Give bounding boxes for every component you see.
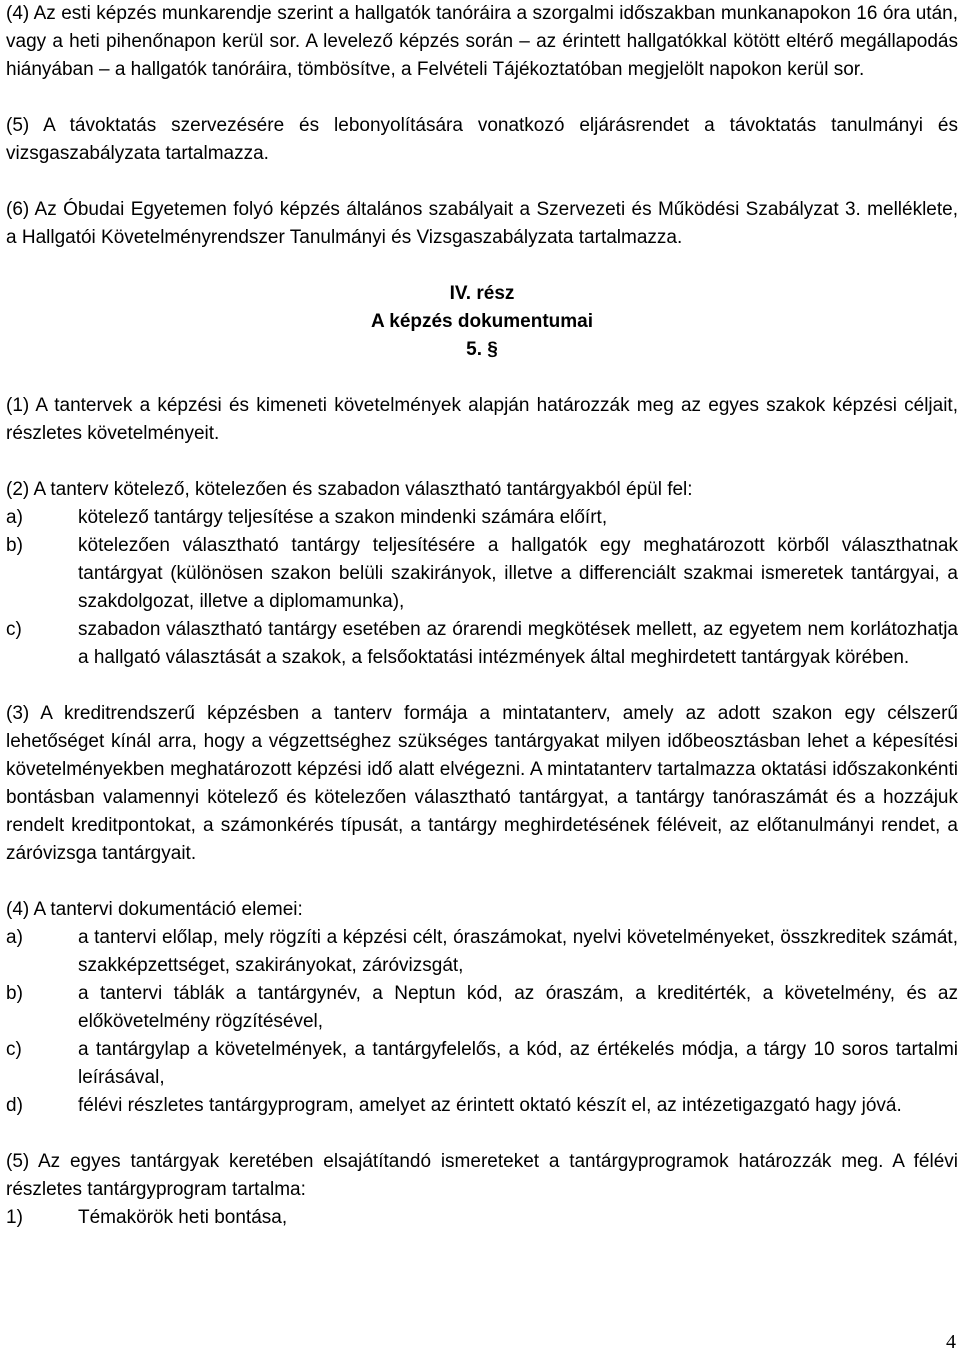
list-item — [6, 1092, 958, 1120]
list-item — [6, 1204, 958, 1232]
paragraph-5: (5) A távoktatás szervezésére és lebonyolítására vonatkozó eljárásrendet a távoktatás tanulmányi és vizsgaszabályzata tartalmazza. — [6, 115, 958, 164]
list-item-text: kötelező tantárgy teljesítése a szakon mindenki számára előírt, — [78, 507, 608, 528]
paragraph-6: (6) Az Óbudai Egyetemen folyó képzés általános szabályait a Szervezeti és Működési Szabályzat 3. melléklete, a Hallgatói Követelményrendszer Tanulmányi és Vizsgaszabályzata tartalmazza. — [6, 199, 958, 248]
document-page — [6, 0, 958, 1232]
list-marker: a) — [6, 927, 23, 948]
part-heading: IV. rész — [449, 283, 515, 304]
section5-paragraph-2-intro: (2) A tanterv kötelező, kötelezően és szabadon választható tantárgyakból épül fel: — [6, 479, 693, 500]
list-marker: b) — [6, 535, 23, 556]
section5-paragraph-1: (1) A tantervek a képzési és kimeneti követelmények alapján határozzák meg az egyes szakok képzési céljait, részletes követelményeit. — [6, 395, 958, 444]
list-item-text: a tantárgylap a követelmények, a tantárgyfelelős, a kód, az értékelés módja, a tárgy 10 soros tartalmi leírásával, — [78, 1039, 958, 1088]
section-title: A képzés dokumentumai — [370, 311, 594, 332]
list-marker: d) — [6, 1095, 23, 1116]
page-number: 4 — [946, 1331, 956, 1353]
section5-paragraph-3: (3) A kreditrendszerű képzésben a tanterv formája a mintatanterv, amely az adott szakon egy célszerű lehetőséget kínál arra, hogy a végzettséghez szükséges tantárgyakat milyen időbeosztásban lehet a képesítési követelményekben meghatározott képzési idő alatt elvégezni. A mintatanterv tartalmazza oktatási időszakonkénti bontásban valamennyi kötelező és kötelezően választható tantárgyat, a tantárgy tanóraszámát és a hozzájuk rendelt kreditpontokat, a számonkérés típusát, a tantárgy meghirdetésének féléveit, az előtanulmányi rendet, a záróvizsga tantárgyait. — [6, 703, 958, 864]
list-item-text: a tantervi előlap, mely rögzíti a képzési célt, óraszámokat, nyelvi követelményeket, összkreditek számát, szakképzettséget, szakirányokat, záróvizsgát, — [78, 927, 958, 976]
paragraph-4: (4) Az esti képzés munkarendje szerint a hallgatók tanóráira a szorgalmi időszakban munkanapokon 16 óra után, vagy a heti pihenőnapon kerül sor. A levelező képzés során – az érintett hallgatókkal kötött eltérő megállapodás hiányában – a hallgatók tanóráira, tömbösítve, a Felvételi Tájékoztatóban megjelölt napokon kerül sor. — [6, 3, 958, 80]
list-item — [6, 532, 958, 616]
list-item — [6, 980, 958, 1036]
section5-paragraph-5-intro: (5) Az egyes tantárgyak keretében elsajátítandó ismereteket a tantárgyprogramok határozzák meg. A félévi részletes tantárgyprogram tartalma: — [6, 1151, 958, 1200]
section5-paragraph-4-intro: (4) A tantervi dokumentáció elemei: — [6, 899, 303, 920]
list-marker: b) — [6, 983, 23, 1004]
list-item-text: a tantervi táblák a tantárgynév, a Neptun kód, az óraszám, a kreditérték, a követelmény, és az előkövetelmény rögzítésével, — [78, 983, 958, 1032]
list-item — [6, 504, 958, 532]
list-marker: c) — [6, 1039, 22, 1060]
list-item — [6, 924, 958, 980]
section5-paragraph-4-list — [6, 924, 958, 1120]
list-item-text: félévi részletes tantárgyprogram, amelyet az érintett oktató készít el, az intézetigazgató hagy jóvá. — [78, 1095, 902, 1116]
list-item-text: kötelezően választható tantárgy teljesítésére a hallgatók egy meghatározott körből választhatnak tantárgyat (különösen szakon belüli szakirányok, illetve a differenciált szakmai ismeretek tantárgyai, a szakdolgozat, illetve a diplomamunka), — [78, 535, 958, 612]
list-item-text: szabadon választható tantárgy esetében az órarendi megkötések mellett, az egyetem nem korlátozhatja a hallgató választását a szakok, a felsőoktatási intézmények által meghirdetett tantárgyak körében. — [78, 619, 958, 668]
list-item-text: Témakörök heti bontása, — [78, 1207, 288, 1228]
paragraph-sign: 5. § — [466, 339, 498, 360]
list-item — [6, 616, 958, 672]
list-marker: 1) — [6, 1207, 23, 1228]
list-item — [6, 1036, 958, 1092]
list-marker: a) — [6, 507, 23, 528]
list-marker: c) — [6, 619, 22, 640]
section5-paragraph-2-list — [6, 504, 958, 672]
section5-paragraph-5-list — [6, 1204, 958, 1232]
